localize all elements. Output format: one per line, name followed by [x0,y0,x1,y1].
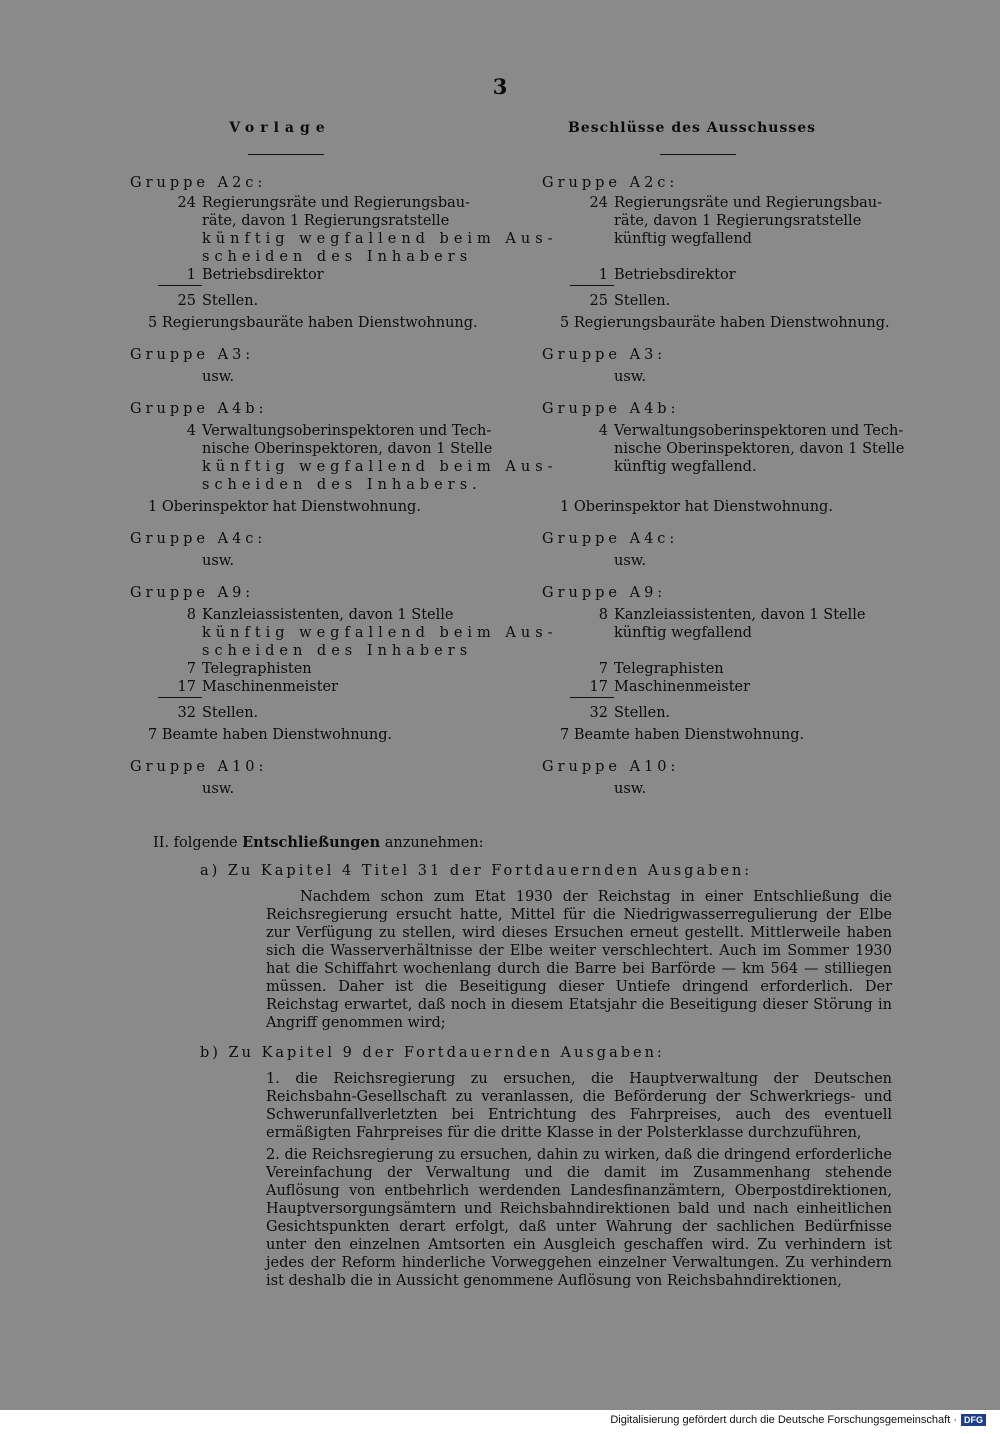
left-line-text: Kanzleiassistenten, davon 1 Stelle [202,607,454,623]
left-line-number: 17 [177,679,196,695]
right-line-number: 7 [598,661,608,677]
right-line-text: Verwaltungsoberinspektoren und Tech- [614,423,904,439]
left-line: künftig wegfallend beim Aus- [202,231,558,247]
left-line-number: 32 [177,705,196,721]
section-b-item-2: 2. die Reichsregierung zu ersuchen, dahin zu wirken, daß die dringend erforderliche Vereinfachung der Verwaltung und die damit im Zusammenhang stehende Auflösung von entbehrlich werdenden Landesfinanzämtern, Oberpostdirektionen, Hauptversorgungsämtern und Reichsbahndirektionen bald und nach einheitlichen Gesichtspunkten derart erfolgt, daß unter Wahrung der sachlichen Bedürfnisse unter den einzelnen Amtsorten ein Ausgleich geschaffen wird. Zu verhindern ist jedes der Reform hinderliche Vorweggehen einzelner Verwaltungen. Zu verhindern ist deshalb die in Aussicht genommene Auflösung von Reichsbahndirektionen, [266,1147,892,1289]
right-line-text: Regierungsräte und Regierungsbau- [614,195,882,211]
page-number: 3 [492,74,508,99]
left-line: scheiden des Inhabers. [202,477,482,493]
right-line: Gruppe A9: [542,585,667,601]
right-line: räte, davon 1 Regierungsratstelle [614,213,862,229]
right-line: usw. [614,553,647,569]
right-line: usw. [614,781,647,797]
left-line: Gruppe A2c: [130,175,267,191]
right-line: Gruppe A2c: [542,175,679,191]
right-line: Gruppe A10: [542,759,680,775]
left-line: Gruppe A4b: [130,401,268,417]
left-line: räte, davon 1 Regierungsratstelle [202,213,450,229]
right-line-text: Stellen. [614,705,671,721]
left-line: Gruppe A3: [130,347,255,363]
right-line-number: 32 [589,705,608,721]
left-line: usw. [202,781,235,797]
right-line-text: Kanzleiassistenten, davon 1 Stelle [614,607,866,623]
section-ii-intro-bold: Entschließungen [242,834,381,851]
right-line-number: 4 [598,423,608,439]
left-line-number: 7 [186,661,196,677]
left-column-header: Vorlage [229,120,331,136]
right-line-number: 8 [598,607,608,623]
left-line: usw. [202,369,235,385]
left-line: Gruppe A10: [130,759,268,775]
left-line: künftig wegfallend beim Aus- [202,625,558,641]
dfg-logo: DFG [961,1414,986,1426]
left-line: 7 Beamte haben Dienstwohnung. [148,727,393,743]
left-line-number: 25 [177,293,196,309]
right-line-number: 1 [598,267,608,283]
right-sum-rule [570,285,614,286]
left-line-number: 8 [186,607,196,623]
left-line: künftig wegfallend beim Aus- [202,459,558,475]
left-line-text: Telegraphisten [202,661,312,677]
right-line: künftig wegfallend. [614,459,757,475]
left-line-text: Stellen. [202,293,259,309]
section-a-text: Nachdem schon zum Etat 1930 der Reichstag in einer Entschließung die Reichsregierung ersucht hatte, Mittel für die Niedrigwasserregulierung der Elbe zur Verfügung zu stellen, wird dieses Ersuchen erneut gestellt. Mittlerweile haben sich die Wasserverhältnisse der Elbe weiter verschlechtert. Auch im Sommer 1930 hat die Schiffahrt wochenlang durch die Barre bei Barförde — km 564 — stilliegen müssen. Daher ist die Beseitigung dieser Untiefe dringend erforderlich. Der Reichstag erwartet, daß noch in diesem Etatsjahr die Beseitigung dieser Störung in Angriff genommen wird; [266,889,892,1031]
right-line-text: Stellen. [614,293,671,309]
left-sum-rule [158,285,202,286]
right-line: usw. [614,369,647,385]
left-line: usw. [202,553,235,569]
section-b-item-1: 1. die Reichsregierung zu ersuchen, die Hauptverwaltung der Deutschen Reichsbahn-Gesellschaft zu veranlassen, die Beförderung der Schwerkriegs- und Schwerunfallverletzten bei Entrichtung des Fahrpreises, auch des eventuell ermäßigten Fahrpreises für die dritte Klasse in der Polsterklasse durchzuführen, [266,1071,892,1141]
left-line-text: Regierungsräte und Regierungsbau- [202,195,470,211]
section-ii-intro-suffix: anzunehmen: [380,835,484,851]
left-line-text: Betriebsdirektor [202,267,324,283]
right-line: künftig wegfallend [614,231,752,247]
footer-text: Digitalisierung gefördert durch die Deutsche Forschungsgemeinschaft · [610,1414,957,1426]
left-line: 1 Oberinspektor hat Dienstwohnung. [148,499,421,515]
right-line: nische Oberinspektoren, davon 1 Stelle [614,441,905,457]
right-line: Gruppe A4c: [542,531,679,547]
dfg-footer [610,1414,986,1426]
right-header-rule [660,154,736,155]
right-column-header: Beschlüsse des Ausschusses [567,120,817,136]
right-line: künftig wegfallend [614,625,752,641]
left-line: Gruppe A9: [130,585,255,601]
right-line-text: Maschinenmeister [614,679,751,695]
left-line: scheiden des Inhabers [202,643,473,659]
right-line-number: 25 [589,293,608,309]
right-line: Gruppe A3: [542,347,667,363]
left-line: scheiden des Inhabers [202,249,473,265]
left-line-text: Verwaltungsoberinspektoren und Tech- [202,423,492,439]
left-line-number: 4 [186,423,196,439]
left-line: nische Oberinspektoren, davon 1 Stelle [202,441,493,457]
right-sum-rule [570,697,614,698]
right-line: Gruppe A4b: [542,401,680,417]
right-line-number: 24 [589,195,608,211]
left-header-rule [248,154,324,155]
left-line-text: Stellen. [202,705,259,721]
right-line: 1 Oberinspektor hat Dienstwohnung. [560,499,833,515]
right-line: 5 Regierungsbauräte haben Dienstwohnung. [560,315,890,331]
section-ii-intro-prefix: II. folgende [153,835,243,851]
left-line-number: 1 [186,267,196,283]
section-ii-intro [153,834,873,852]
left-line: 5 Regierungsbauräte haben Dienstwohnung. [148,315,478,331]
right-line: 7 Beamte haben Dienstwohnung. [560,727,805,743]
right-line-number: 17 [589,679,608,695]
right-line-text: Telegraphisten [614,661,724,677]
left-sum-rule [158,697,202,698]
section-b-heading: b) Zu Kapitel 9 der Fortdauernden Ausgaben: [200,1045,665,1061]
right-line-text: Betriebsdirektor [614,267,736,283]
left-line-number: 24 [177,195,196,211]
section-a-heading: a) Zu Kapitel 4 Titel 31 der Fortdauernden Ausgaben: [200,863,753,879]
left-line: Gruppe A4c: [130,531,267,547]
left-line-text: Maschinenmeister [202,679,339,695]
